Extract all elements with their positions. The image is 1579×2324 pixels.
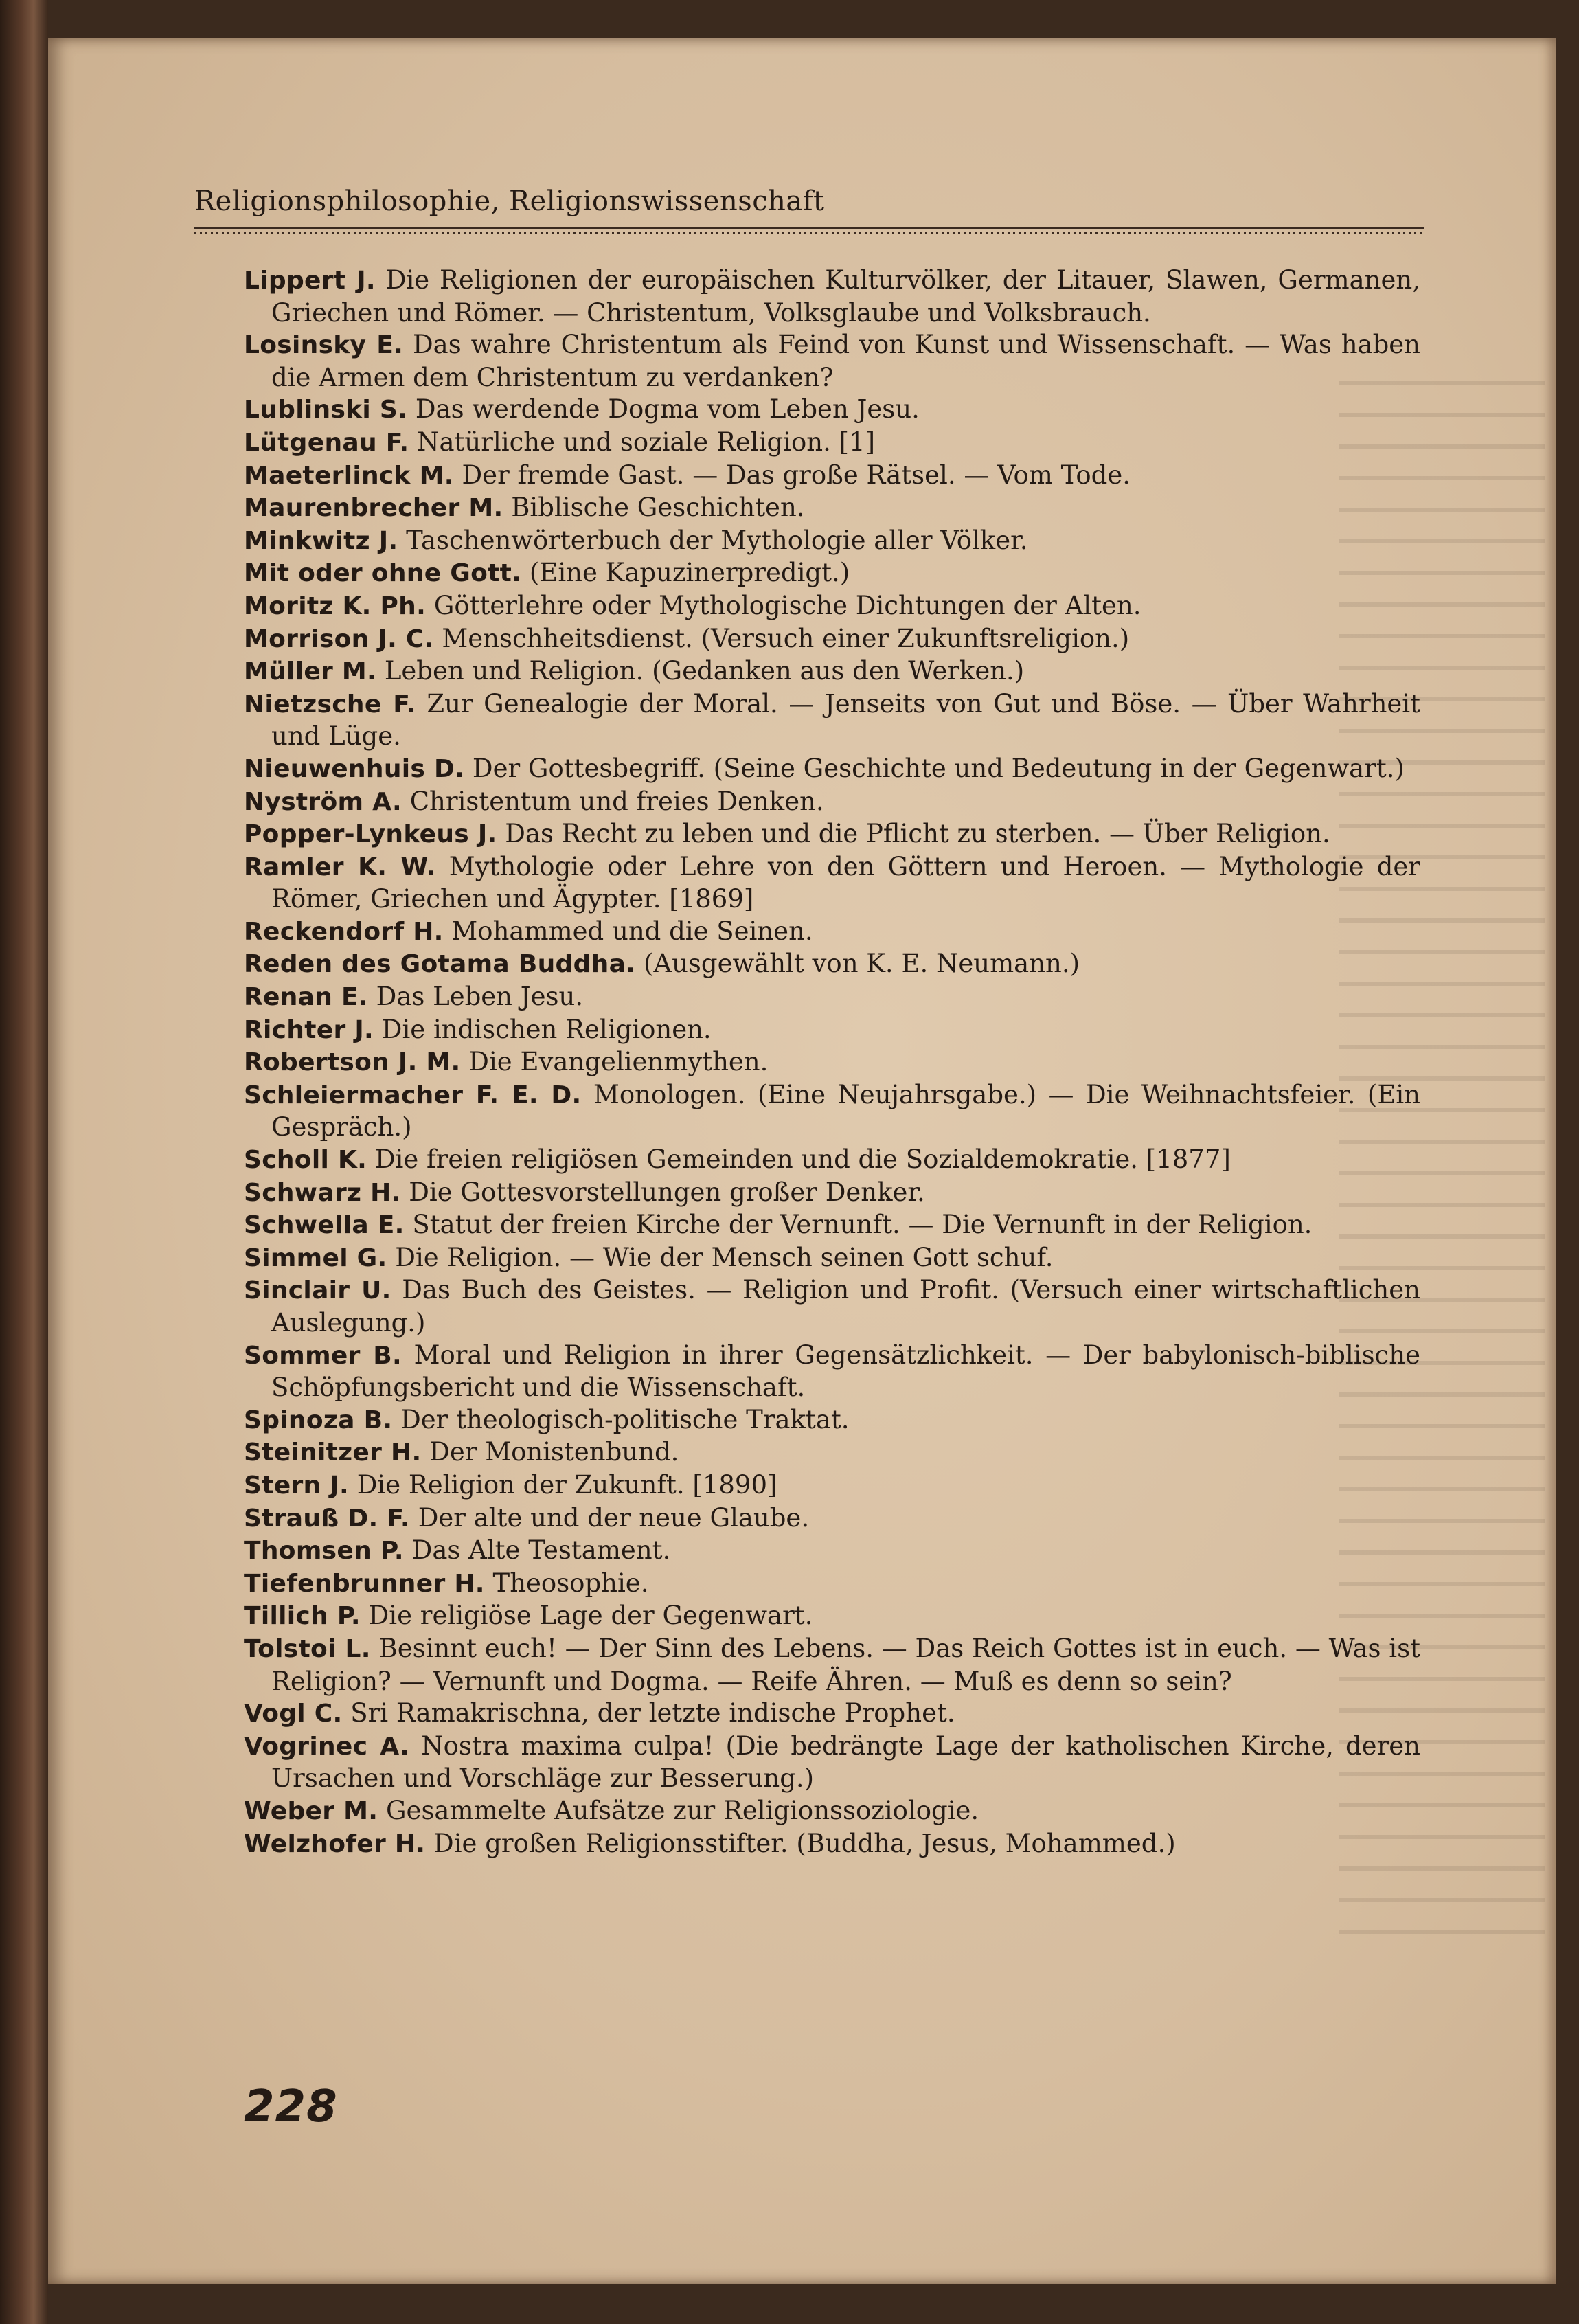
- entry-author: Nyström A.: [244, 787, 402, 816]
- entry-title: Menschheitsdienst. (Versuch einer Zukunftsreligion.): [442, 623, 1130, 653]
- entry-title: Gesammelte Aufsätze zur Religionssoziologie.: [385, 1795, 979, 1825]
- entry-title: Taschenwörterbuch der Mythologie aller Völker.: [406, 525, 1028, 555]
- entry-title: Die Religionen der europäischen Kulturvölker, der Litauer, Slawen, Germanen, Griechen und Römer. — Christentum, Volksglaube und Volksbrauch.: [271, 265, 1421, 328]
- running-header: Religionsphilosophie, Religionswissenschaft: [194, 185, 825, 217]
- entry-nieuwenhuis: [244, 753, 1420, 786]
- entry-mit-oder-ohne-gott: [244, 557, 1420, 590]
- entry-simmel: [244, 1242, 1420, 1275]
- entry-title: Die indischen Religionen.: [381, 1014, 712, 1044]
- entry-title: (Eine Kapuzinerpredigt.): [529, 558, 850, 588]
- entry-robertson: [244, 1046, 1420, 1079]
- entry-title: Das Leben Jesu.: [376, 982, 584, 1012]
- entry-title: Sri Ramakrischna, der letzte indische Prophet.: [350, 1698, 955, 1728]
- entry-author: Nieuwenhuis D.: [244, 754, 465, 783]
- page-number: 228: [244, 2082, 338, 2132]
- entry-schwarz: [244, 1177, 1420, 1210]
- entry-title: Leben und Religion. (Gedanken aus den Werken.): [384, 656, 1025, 686]
- entry-title: Die Evangelienmythen.: [468, 1047, 769, 1077]
- entry-author: Scholl K.: [244, 1146, 367, 1175]
- entry-vogl: [244, 1697, 1420, 1730]
- entry-title: Zur Genealogie der Moral. — Jenseits von Gut und Böse. — Über Wahrheit und Lüge.: [271, 688, 1421, 752]
- entry-title: Das Buch des Geistes. — Religion und Profit. (Versuch einer wirtschaftlichen Auslegung.): [271, 1275, 1420, 1338]
- entry-mueller: [244, 655, 1420, 688]
- entry-nystroem: [244, 786, 1420, 819]
- entry-thomsen: [244, 1535, 1420, 1568]
- book-spine: [0, 0, 48, 2324]
- bibliography-list: [244, 264, 1420, 1860]
- entry-popper-lynkeus: [244, 818, 1420, 851]
- entry-title: Mythologie oder Lehre von den Göttern und Heroen. — Mythologie der Römer, Griechen und Ägypter. [1869]: [271, 851, 1420, 914]
- entry-title: Natürliche und soziale Religion. [1]: [417, 427, 876, 457]
- entry-author: Nietzsche F.: [244, 690, 416, 719]
- entry-weber: [244, 1795, 1420, 1828]
- entry-author: Thomsen P.: [244, 1537, 404, 1566]
- entry-lippert: [244, 264, 1420, 329]
- entry-title: Biblische Geschichten.: [511, 493, 805, 523]
- entry-author: Tiefenbrunner H.: [244, 1569, 485, 1598]
- entry-author: Welzhofer H.: [244, 1829, 426, 1858]
- entry-title: Statut der freien Kirche der Vernunft. — Die Vernunft in der Religion.: [412, 1210, 1313, 1240]
- entry-losinsky: [244, 329, 1420, 394]
- entry-title: Der fremde Gast. — Das große Rätsel. — Vom Tode.: [462, 460, 1131, 490]
- entry-author: Maeterlinck M.: [244, 461, 454, 490]
- entry-title: Mohammed und die Seinen.: [451, 916, 813, 946]
- entry-author: Lublinski S.: [244, 396, 408, 425]
- entry-title: Das wahre Christentum als Feind von Kunst und Wissenschaft. — Was haben die Armen dem Christentum zu verdanken?: [271, 330, 1420, 392]
- entry-title: Götterlehre oder Mythologische Dichtungen der Alten.: [433, 590, 1141, 620]
- entry-spinoza: [244, 1404, 1420, 1437]
- entry-author: Strauß D. F.: [244, 1504, 410, 1533]
- entry-steinitzer: [244, 1436, 1420, 1469]
- entry-author: Ramler K. W.: [244, 853, 436, 881]
- entry-author: Vogl C.: [244, 1700, 343, 1728]
- entry-author: Moritz K. Ph.: [244, 591, 427, 620]
- entry-title: Die Religion. — Wie der Mensch seinen Gott schuf.: [395, 1242, 1054, 1272]
- entry-title: Die Gottesvorstellungen großer Denker.: [409, 1177, 925, 1207]
- entry-moritz: [244, 590, 1420, 623]
- entry-author: Losinsky E.: [244, 331, 404, 360]
- entry-scholl: [244, 1144, 1420, 1177]
- entry-title: Die großen Religionsstifter. (Buddha, Jesus, Mohammed.): [433, 1828, 1176, 1858]
- entry-author: Steinitzer H.: [244, 1439, 422, 1467]
- entry-author: Minkwitz J.: [244, 526, 398, 555]
- entry-title: Der alte und der neue Glaube.: [418, 1502, 810, 1533]
- entry-author: Stern J.: [244, 1471, 349, 1500]
- entry-reden-gotama-buddha: [244, 948, 1420, 981]
- entry-author: Richter J.: [244, 1015, 374, 1044]
- entry-title: Das Recht zu leben und die Pflicht zu sterben. — Über Religion.: [505, 819, 1330, 849]
- entry-title: Das werdende Dogma vom Leben Jesu.: [415, 394, 920, 425]
- entry-author: Schwella E.: [244, 1211, 405, 1240]
- entry-nietzsche: [244, 688, 1420, 753]
- entry-author: Robertson J. M.: [244, 1048, 461, 1077]
- entry-maurenbrecher: [244, 492, 1420, 525]
- entry-title: Der theologisch-politische Traktat.: [400, 1404, 850, 1434]
- header-rule: [194, 227, 1424, 236]
- entry-title: Das Alte Testament.: [411, 1535, 671, 1566]
- entry-reckendorf: [244, 916, 1420, 949]
- entry-ramler: [244, 851, 1420, 916]
- entry-stern: [244, 1469, 1420, 1502]
- entry-author: Schwarz H.: [244, 1178, 401, 1207]
- entry-title: Monologen. (Eine Neujahrsgabe.) — Die Weihnachtsfeier. (Ein Gespräch.): [271, 1079, 1420, 1142]
- entry-richter: [244, 1014, 1420, 1047]
- entry-lublinski: [244, 394, 1420, 427]
- entry-minkwitz: [244, 525, 1420, 558]
- entry-author: Sommer B.: [244, 1341, 402, 1370]
- entry-author: Maurenbrecher M.: [244, 494, 503, 523]
- entry-author: Schleiermacher F. E. D.: [244, 1081, 582, 1109]
- entry-sinclair: [244, 1274, 1420, 1339]
- entry-title: Christentum und freies Denken.: [409, 786, 824, 816]
- entry-author: Müller M.: [244, 657, 377, 686]
- entry-author: Simmel G.: [244, 1243, 387, 1272]
- entry-title: Der Gottesbegriff. (Seine Geschichte und Bedeutung in der Gegenwart.): [472, 753, 1405, 783]
- entry-author: Vogrinec A.: [244, 1732, 410, 1761]
- entry-tiefenbrunner: [244, 1568, 1420, 1601]
- entry-title: Moral und Religion in ihrer Gegensätzlichkeit. — Der babylonisch-biblische Schöpfungsbericht und die Wissenschaft.: [271, 1340, 1421, 1403]
- entry-morrison: [244, 623, 1420, 656]
- entry-title: Besinnt euch! — Der Sinn des Lebens. — Das Reich Gottes ist in euch. — Was ist Religion? — Vernunft und Dogma. — Reife Ähren. — Muß es denn so sein?: [271, 1633, 1420, 1696]
- entry-title: Theosophie.: [492, 1568, 649, 1598]
- entry-author: Mit oder ohne Gott.: [244, 559, 522, 588]
- entry-title: Nostra maxima culpa! (Die bedrängte Lage der katholischen Kirche, deren Ursachen und Vorschläge zur Besserung.): [271, 1730, 1420, 1794]
- entry-title: Die freien religiösen Gemeinden und die Sozialdemokratie. [1877]: [374, 1144, 1231, 1175]
- entry-tolstoi: [244, 1633, 1420, 1697]
- entry-schleiermacher: [244, 1079, 1420, 1144]
- entry-author: Renan E.: [244, 983, 368, 1012]
- entry-author: Lütgenau F.: [244, 428, 409, 457]
- entry-tillich: [244, 1600, 1420, 1633]
- entry-author: Weber M.: [244, 1796, 378, 1825]
- entry-welzhofer: [244, 1828, 1420, 1861]
- entry-author: Sinclair U.: [244, 1276, 391, 1305]
- entry-author: Reckendorf H.: [244, 917, 444, 946]
- entry-author: Lippert J.: [244, 267, 376, 295]
- entry-title: Die religiöse Lage der Gegenwart.: [368, 1601, 813, 1631]
- entry-author: Spinoza B.: [244, 1406, 393, 1434]
- entry-luetgenau: [244, 427, 1420, 460]
- entry-author: Popper-Lynkeus J.: [244, 820, 497, 849]
- entry-maeterlinck: [244, 460, 1420, 493]
- entry-title: Die Religion der Zukunft. [1890]: [356, 1469, 777, 1500]
- entry-author: Reden des Gotama Buddha.: [244, 950, 636, 979]
- entry-vogrinec: [244, 1730, 1420, 1795]
- entry-author: Morrison J. C.: [244, 624, 434, 653]
- entry-schwella: [244, 1209, 1420, 1242]
- entry-author: Tolstoi L.: [244, 1634, 371, 1663]
- entry-strauss: [244, 1502, 1420, 1535]
- entry-title: Der Monistenbund.: [429, 1437, 679, 1467]
- entry-author: Tillich P.: [244, 1602, 361, 1631]
- entry-sommer: [244, 1340, 1420, 1404]
- entry-renan: [244, 981, 1420, 1014]
- entry-title: (Ausgewählt von K. E. Neumann.): [643, 949, 1080, 979]
